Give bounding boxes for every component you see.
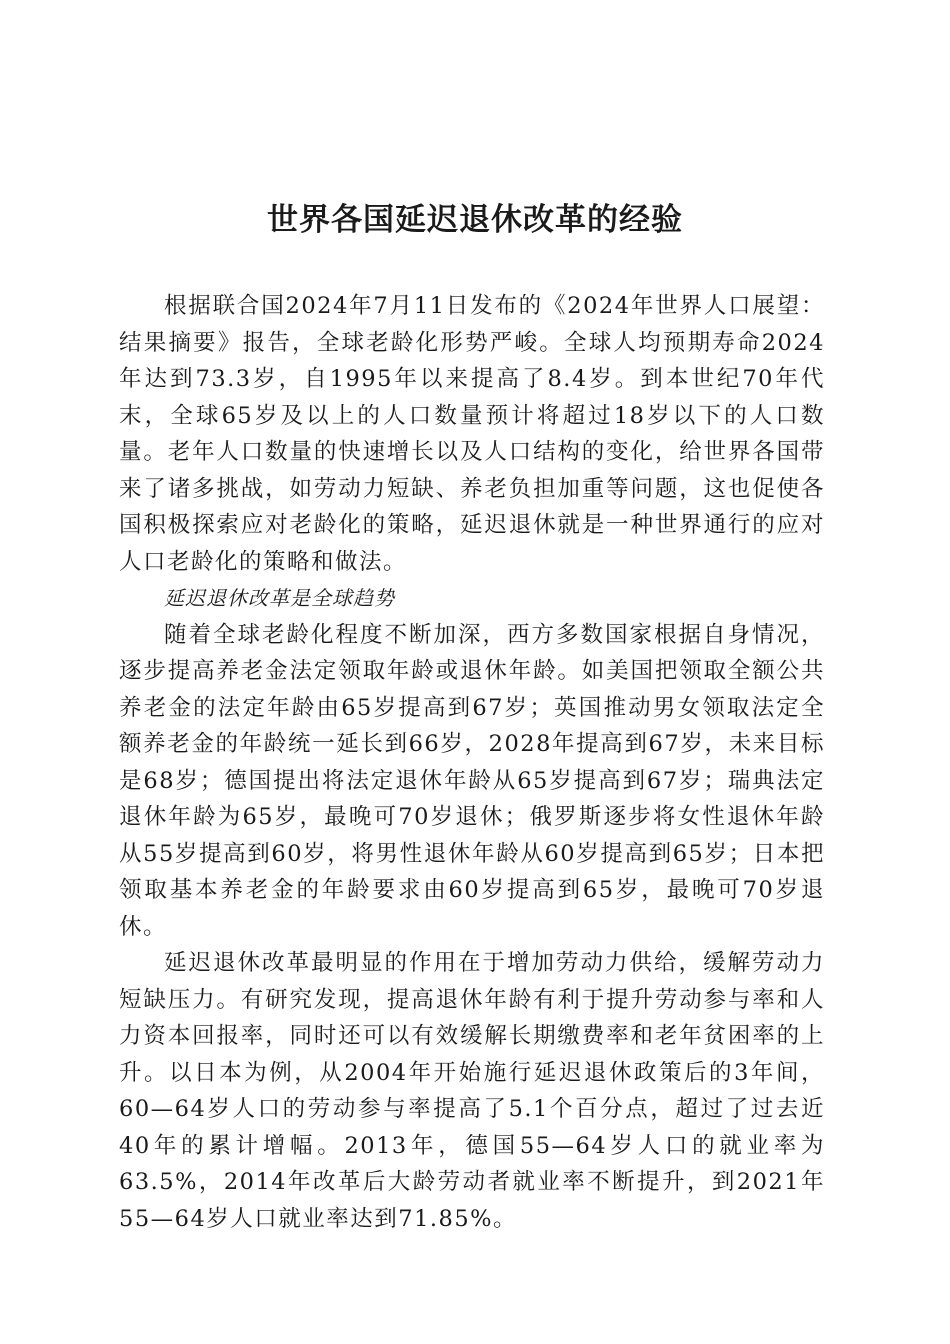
document-body xyxy=(119,288,825,1237)
paragraph-effects: 延迟退休改革最明显的作用在于增加劳动力供给，缓解劳动力短缺压力。有研究发现，提高退休年龄有利于提升劳动参与率和人力资本回报率，同时还可以有效缓解长期缴费率和老年贫困率的上升。以日本为例，从2004年开始施行延迟退休政策后的3年间，60—64岁人口的劳动参与率提高了5.1个百分点，超过了过去近40年的累计增幅。2013年，德国55—64岁人口的就业率为63.5%，2014年改革后大龄劳动者就业率不断提升，到2021年55—64岁人口就业率达到71.85%。 xyxy=(119,950,825,1232)
paragraph-intro: 根据联合国2024年7月11日发布的《2024年世界人口展望：结果摘要》报告，全球老龄化形势严峻。全球人均预期寿命2024年达到73.3岁，自1995年以来提高了8.4岁。到本世纪70年代末，全球65岁及以上的人口数量预计将超过18岁以下的人口数量。老年人口数量的快速增长以及人口结构的变化，给世界各国带来了诸多挑战，如劳动力短缺、养老负担加重等问题，这也促使各国积极探索应对老龄化的策略，延迟退休就是一种世界通行的应对人口老龄化的策略和做法。 xyxy=(119,293,825,575)
paragraph-countries: 随着全球老龄化程度不断加深，西方多数国家根据自身情况，逐步提高养老金法定领取年龄或退休年龄。如美国把领取全额公共养老金的法定年龄由65岁提高到67岁；英国推动男女领取法定全额养老金的年龄统一延长到66岁，2028年提高到67岁，未来目标是68岁；德国提出将法定退休年龄从65岁提高到67岁；瑞典法定退休年龄为65岁，最晚可70岁退休；俄罗斯逐步将女性退休年龄从55岁提高到60岁，将男性退休年龄从60岁提高到65岁；日本把领取基本养老金的年龄要求由60岁提高到65岁，最晚可70岁退休。 xyxy=(119,621,825,940)
document-title: 世界各国延迟退休改革的经验 xyxy=(267,202,683,238)
section-subheading: 延迟退休改革是全球趋势 xyxy=(164,586,395,610)
